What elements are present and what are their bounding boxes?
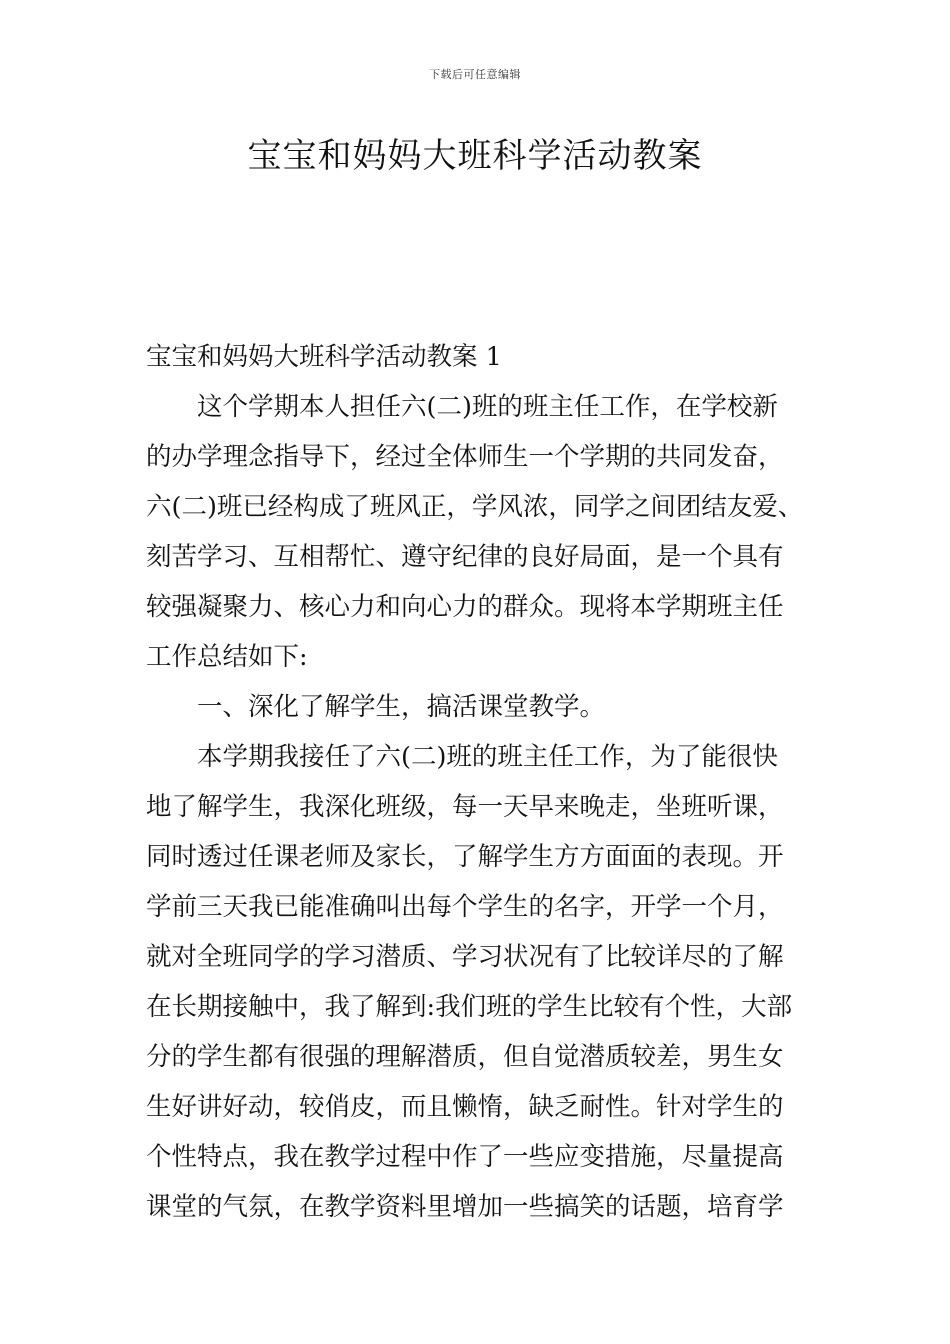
document-title: 宝宝和妈妈大班科学活动教案	[247, 136, 703, 176]
paragraph-line: 刻苦学习、互相帮忙、遵守纪律的良好局面，是一个具有	[146, 542, 784, 572]
section-heading: 宝宝和妈妈大班科学活动教案 1	[146, 342, 502, 372]
paragraph-line: 较强凝聚力、核心力和向心力的群众。现将本学期班主任	[146, 592, 784, 622]
paragraph-line: 在长期接触中，我了解到:我们班的学生比较有个性，大部	[146, 992, 793, 1022]
paragraph-line: 工作总结如下:	[146, 642, 308, 672]
paragraph-line: 六(二)班已经构成了班风正，学风浓，同学之间团结友爱、	[146, 492, 804, 522]
paragraph-line: 个性特点，我在教学过程中作了一些应变措施，尽量提高	[146, 1142, 784, 1172]
paragraph-line: 学前三天我已能准确叫出每个学生的名字，开学一个月，	[146, 892, 784, 922]
paragraph-line: 这个学期本人担任六(二)班的班主任工作，在学校新	[197, 392, 778, 422]
paragraph-line: 同时透过任课老师及家长，了解学生方方面面的表现。开	[146, 842, 784, 872]
header-note: 下载后可任意编辑	[429, 68, 521, 81]
document-body	[146, 332, 836, 1232]
paragraph-line: 的办学理念指导下，经过全体师生一个学期的共同发奋，	[146, 442, 784, 472]
paragraph-line: 生好讲好动，较俏皮，而且懒惰，缺乏耐性。针对学生的	[146, 1092, 784, 1122]
paragraph-line: 地了解学生，我深化班级，每一天早来晚走，坐班听课，	[146, 792, 784, 822]
subsection-heading: 一、深化了解学生，搞活课堂教学。	[197, 692, 606, 722]
paragraph-line: 本学期我接任了六(二)班的班主任工作，为了能很快	[197, 742, 778, 772]
paragraph-line: 分的学生都有很强的理解潜质，但自觉潜质较差，男生女	[146, 1042, 784, 1072]
paragraph-line: 就对全班同学的学习潜质、学习状况有了比较详尽的了解	[146, 942, 784, 972]
paragraph-line: 课堂的气氛，在教学资料里增加一些搞笑的话题，培育学	[146, 1192, 784, 1222]
